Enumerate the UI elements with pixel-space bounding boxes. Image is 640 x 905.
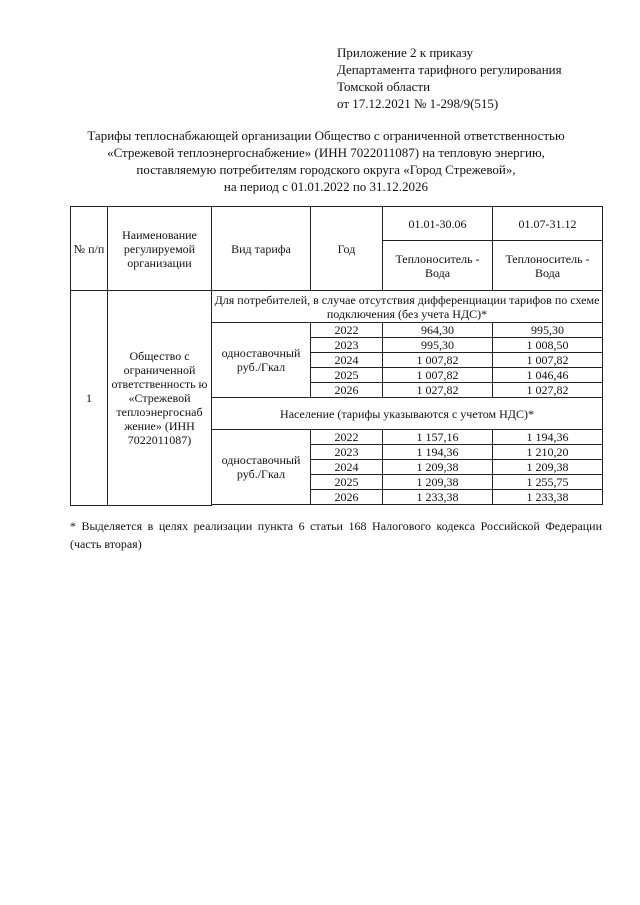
- header-carrier-second-half: Теплоноситель - Вода: [493, 241, 603, 291]
- title-line: поставляемую потребителям городского округа «Город Стрежевой»,: [136, 162, 516, 177]
- year-cell: 2024: [311, 460, 383, 475]
- year-cell: 2022: [311, 430, 383, 445]
- title-line: на период с 01.01.2022 по 31.12.2026: [223, 179, 429, 194]
- header-period-second-half: 01.07-31.12: [493, 207, 603, 241]
- year-cell: 2025: [311, 475, 383, 490]
- tariff-value-h1: 1 194,36: [383, 445, 493, 460]
- tariff-table: [70, 206, 603, 506]
- tariff-value-h1: 1 007,82: [383, 353, 493, 368]
- tariff-value-h1: 1 209,38: [383, 475, 493, 490]
- year-cell: 2024: [311, 353, 383, 368]
- header-carrier-first-half: Теплоноситель - Вода: [383, 241, 493, 291]
- tariff-value-h2: 1 007,82: [493, 353, 603, 368]
- header-organization: Наименование регулируемой организации: [108, 207, 212, 291]
- tariff-value-h2: 1 210,20: [493, 445, 603, 460]
- year-cell: 2023: [311, 445, 383, 460]
- tariff-value-h2: 1 209,38: [493, 460, 603, 475]
- tariff-value-h1: 1 157,16: [383, 430, 493, 445]
- tariff-value-h2: 1 008,50: [493, 338, 603, 353]
- tariff-type-cell: одноставочный руб./Гкал: [212, 323, 311, 398]
- title-line: Тарифы теплоснабжающей организации Общество с ограниченной ответственностью: [87, 128, 565, 143]
- header-period-first-half: 01.01-30.06: [383, 207, 493, 241]
- tariff-value-h1: 1 209,38: [383, 460, 493, 475]
- appendix-line: Департамента тарифного регулирования: [337, 62, 562, 77]
- header-tariff-type: Вид тарифа: [212, 207, 311, 291]
- tariff-value-h1: 995,30: [383, 338, 493, 353]
- organization-name: Общество с ограниченной ответственность ю «Стрежевой теплоэнергоснаб жение» (ИНН 7022011087): [108, 291, 212, 506]
- footnote: * Выделяется в целях реализации пункта 6 статьи 168 Налогового кодекса Российской Федерации (часть вторая): [70, 519, 602, 551]
- header-row-number: № п/п: [71, 207, 108, 291]
- appendix-line: Приложение 2 к приказу: [337, 45, 474, 60]
- appendix-line: от 17.12.2021 № 1-298/9(515): [337, 96, 499, 111]
- group-heading-population: Население (тарифы указываются с учетом НДС)*: [212, 398, 603, 430]
- header-year: Год: [311, 207, 383, 291]
- tariff-value-h2: 1 255,75: [493, 475, 603, 490]
- appendix-reference: [337, 44, 562, 112]
- year-cell: 2026: [311, 490, 383, 505]
- tariff-value-h2: 1 233,38: [493, 490, 603, 505]
- appendix-line: Томской области: [337, 79, 431, 94]
- tariff-value-h2: 995,30: [493, 323, 603, 338]
- tariff-value-h2: 1 027,82: [493, 383, 603, 398]
- tariff-value-h1: 1 027,82: [383, 383, 493, 398]
- tariff-type-cell: одноставочный руб./Гкал: [212, 430, 311, 505]
- tariff-value-h1: 964,30: [383, 323, 493, 338]
- tariff-value-h2: 1 046,46: [493, 368, 603, 383]
- group-heading-consumers: Для потребителей, в случае отсутствия дифференциации тарифов по схеме подключения (без учета НДС)*: [212, 291, 603, 323]
- year-cell: 2022: [311, 323, 383, 338]
- row-number: 1: [71, 291, 108, 506]
- tariff-value-h1: 1 233,38: [383, 490, 493, 505]
- year-cell: 2025: [311, 368, 383, 383]
- tariff-value-h2: 1 194,36: [493, 430, 603, 445]
- year-cell: 2023: [311, 338, 383, 353]
- document-title: [60, 127, 592, 195]
- year-cell: 2026: [311, 383, 383, 398]
- tariff-value-h1: 1 007,82: [383, 368, 493, 383]
- title-line: «Стрежевой теплоэнергоснабжение» (ИНН 7022011087) на тепловую энергию,: [107, 145, 545, 160]
